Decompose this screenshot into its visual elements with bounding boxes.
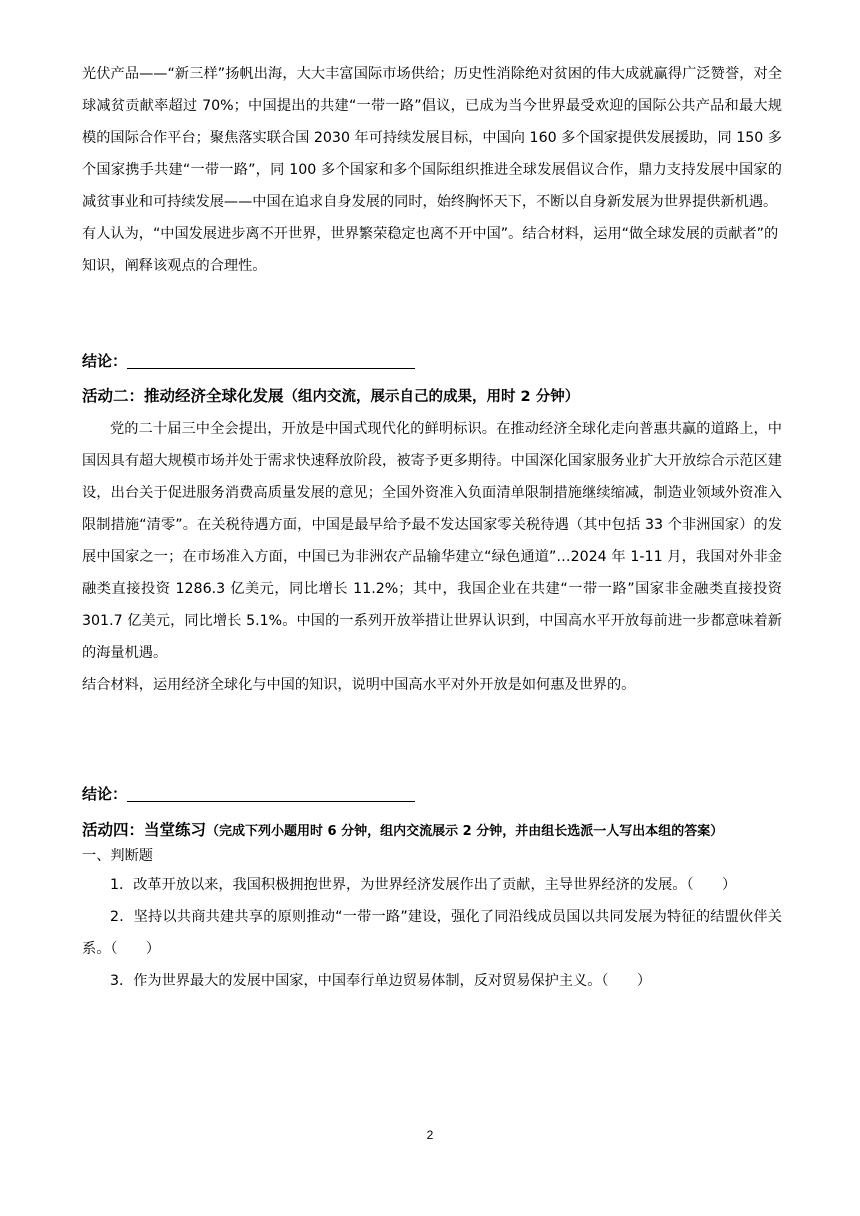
activity2-heading (82, 380, 782, 413)
activity4-note: （完成下列小题用时 6 分钟，组内交流展示 2 分钟，并由组长选派一人写出本组的答案） (206, 824, 724, 839)
activity4-heading (82, 819, 782, 843)
activity2-conclusion (82, 779, 782, 809)
judgment-item: 1．改革开放以来，我国积极拥抱世界，为世界经济发展作出了贡献，主导世界经济的发展。（ ） (110, 877, 737, 893)
conclusion-label: 结论： (82, 352, 128, 370)
activity2-paragraph: 党的二十届三中全会提出，开放是中国式现代化的鲜明标识。在推动经济全球化走向普惠共赢的道路上，中国因具有超大规模市场并处于需求快速释放阶段，被寄予更多期待。中国深化国家服务业扩大开放综合示范区建设，出台关于促进服务消费高质量发展的意见；全国外资准入负面清单限制措施继续缩减，制造业领域外资准入限制措施“清零”。在关税待遇方面，中国是最早给予最不发达国家零关税待遇（其中包括 33 个非洲国家）的发展中国家之一；在市场准入方面，中国已为非洲农产品输华建立“绿色通道”…2024 年 1-11 月，我国对外非金融类直接投资 1286.3 亿美元，同比增长 11.2%；其中，我国企业在共建“一带一路”国家非金融类直接投资 301.7 亿美元，同比增长 5.1%。中国的一系列开放举措让世界认识到，中国高水平开放每前进一步都意味着新的海量机遇。 (82, 421, 782, 661)
activity2-note: （组内交流，展示自己的成果，用时 2 分钟） (283, 389, 580, 405)
answer-space (82, 701, 782, 779)
judgment-item: 2．坚持以共商共建共享的原则推动“一带一路”建设，强化了同沿线成员国以共同发展为特征的结盟伙伴关系。（ ） (82, 909, 782, 957)
conclusion-blank[interactable] (127, 783, 415, 802)
activity2-title: 活动二：推动经济全球化发展 (82, 387, 284, 405)
judgment-item: 3．作为世界最大的发展中国家，中国奉行单边贸易体制，反对贸易保护主义。（ ） (110, 973, 652, 989)
conclusion-blank[interactable] (127, 350, 415, 369)
activity1-conclusion (82, 346, 782, 376)
activity1-question: 有人认为，“中国发展进步离不开世界，世界繁荣稳定也离不开中国”。结合材料，运用“做全球发展的贡献者”的知识，阐释该观点的合理性。 (82, 226, 779, 274)
activity1-paragraph: 光伏产品——“新三样”扬帆出海，大大丰富国际市场供给；历史性消除绝对贫困的伟大成就赢得广泛赞誉，对全球减贫贡献率超过 70%；中国提出的共建“一带一路”倡议，已成为当今世界最受欢迎的国际公共产品和最大规模的国际合作平台；聚焦落实联合国 2030 年可持续发展目标，中国向 160 多个国家提供发展援助，同 150 多个国家携手共建“一带一路”，同 100 多个国家和多个国际组织推进全球发展倡议合作，鼎力支持发展中国家的减贫事业和可持续发展——中国在追求自身发展的同时，始终胸怀天下，不断以自身新发展为世界提供新机遇。 (82, 66, 782, 210)
judgment-section-title: 一、判断题 (82, 848, 153, 864)
page-number: 2 (426, 1128, 434, 1142)
conclusion-label: 结论： (82, 785, 128, 803)
answer-space (82, 282, 782, 346)
page-content (82, 58, 782, 997)
activity2-question: 结合材料，运用经济全球化与中国的知识，说明中国高水平对外开放是如何惠及世界的。 (82, 677, 636, 693)
activity4-title: 活动四：当堂练习 (82, 821, 207, 839)
